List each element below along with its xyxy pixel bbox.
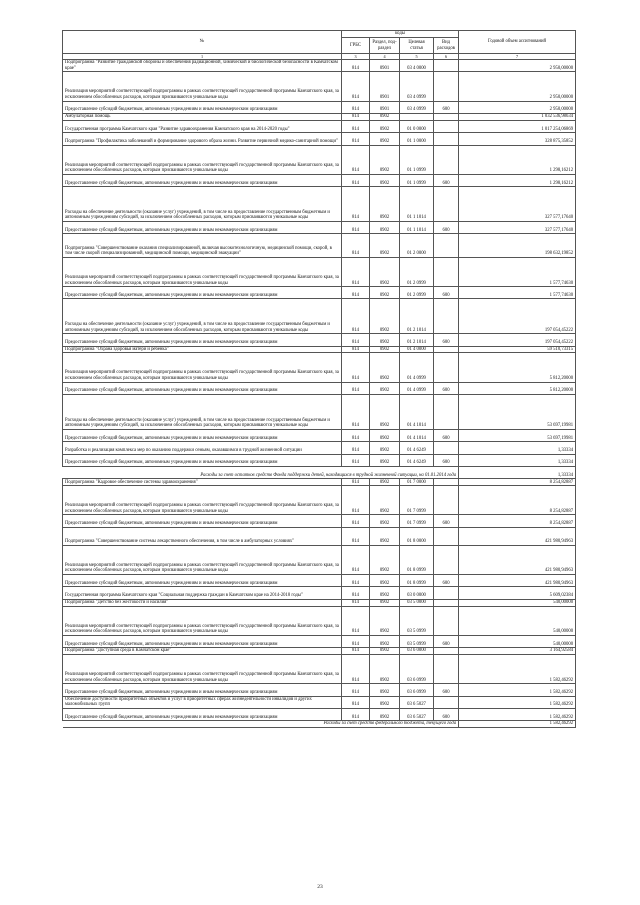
header-total: Годовой объем ассигнований: [459, 31, 576, 54]
target-article-cell: 01 1 0000: [400, 133, 434, 145]
table-row: [63, 60, 576, 72]
expense-type-cell: 600: [434, 429, 459, 441]
section-cell: 0902: [370, 527, 400, 545]
section-cell: 0902: [370, 708, 400, 720]
target-article-cell: 03 0 0000: [400, 587, 434, 599]
amount-cell: 197 054,45222: [459, 334, 576, 346]
table-row: [63, 654, 576, 683]
grbs-cell: 814: [342, 120, 370, 132]
amount-cell: 8 254,82887: [459, 515, 576, 527]
description-cell: Реализация мероприятий соответствующей подпрограммы в рамках соответствующей государственной программы Камчатского края, за исключением обособленных расходов, которым присваиваются уникальные коды: [63, 145, 342, 174]
expense-type-cell: 600: [434, 174, 459, 186]
section-cell: 0902: [370, 382, 400, 394]
description-cell: Подпрограмма "Совершенствование системы лекарственного обеспечения, в том числе в амбулаторных условиях": [63, 527, 342, 545]
grbs-cell: 814: [342, 486, 370, 515]
expense-type-cell: [434, 299, 459, 334]
target-article-cell: 03 6 0999: [400, 684, 434, 696]
amount-cell: 5 812,20000: [459, 382, 576, 394]
table-row: [63, 187, 576, 222]
target-article-cell: 03 5 0999: [400, 606, 434, 635]
target-article-cell: 01 2 0000: [400, 234, 434, 258]
target-article-cell: 03 4 0999: [400, 101, 434, 113]
amount-cell: 53 697,19981: [459, 395, 576, 430]
amount-cell: 8 254,82887: [459, 486, 576, 515]
description-cell: Предоставление субсидий бюджетным, автономным учреждениям и иным некоммерческим организациям: [63, 635, 342, 647]
section-cell: 0901: [370, 101, 400, 113]
table-row: [63, 486, 576, 515]
description-cell: Реализация мероприятий соответствующей подпрограммы в рамках соответствующей государственной программы Камчатского края, за исключением обособленных расходов, которым присваиваются уникальные коды: [63, 353, 342, 382]
target-article-cell: 01 8 0999: [400, 574, 434, 586]
description-cell: Предоставление субсидий бюджетным, автономным учреждениям и иным некоммерческим организациям: [63, 684, 342, 696]
column-number: 4: [370, 54, 400, 60]
expense-type-cell: [434, 346, 459, 353]
table-row: [63, 287, 576, 299]
description-cell: Подпрограмма "Кадровое обеспечение системы здравоохранения": [63, 479, 342, 486]
section-cell: 0902: [370, 635, 400, 647]
target-article-cell: 03 6 0000: [400, 648, 434, 655]
table-row: [63, 635, 576, 647]
section-cell: 0901: [370, 60, 400, 72]
expense-type-cell: [434, 133, 459, 145]
expense-type-cell: [434, 599, 459, 606]
target-article-cell: 01 1 0999: [400, 145, 434, 174]
target-article-cell: 03 5 0999: [400, 635, 434, 647]
target-article-cell: 03 5 0000: [400, 599, 434, 606]
target-article-cell: 01 7 0999: [400, 486, 434, 515]
amount-cell: 1 032 536,98634: [459, 113, 576, 120]
expense-type-cell: [434, 479, 459, 486]
table-row: [63, 648, 576, 655]
section-cell: 0902: [370, 545, 400, 574]
target-article-cell: 03 4 0999: [400, 72, 434, 101]
table-row: [63, 545, 576, 574]
target-article-cell: 01 4 0999: [400, 353, 434, 382]
table-row: [63, 257, 576, 286]
target-article-cell: 01 7 0999: [400, 515, 434, 527]
amount-cell: 53 697,19981: [459, 429, 576, 441]
grbs-cell: 814: [342, 587, 370, 599]
expense-type-cell: 600: [434, 382, 459, 394]
table-row: [63, 133, 576, 145]
target-article-cell: 01 4 0000: [400, 346, 434, 353]
expense-type-cell: 600: [434, 684, 459, 696]
description-cell: Предоставление субсидий бюджетным, автономным учреждениям и иным некоммерческим организациям: [63, 101, 342, 113]
section-cell: 0902: [370, 287, 400, 299]
grbs-cell: 814: [342, 72, 370, 101]
section-cell: 0901: [370, 72, 400, 101]
description-cell: Государственная программа Камчатского края "Социальная поддержка граждан в Камчатском крае на 2014-2018 годы": [63, 587, 342, 599]
target-article-cell: 01 4 0999: [400, 382, 434, 394]
amount-cell: 1 582,46292: [459, 654, 576, 683]
amount-cell: 421 980,94963: [459, 574, 576, 586]
description-cell: Предоставление субсидий бюджетным, автономным учреждениям и иным некоммерческим организациям: [63, 334, 342, 346]
grbs-cell: 814: [342, 527, 370, 545]
description-cell: Реализация мероприятий соответствующей подпрограммы в рамках соответствующей государственной программы Камчатского края, за исключением обособленных расходов, которым присваиваются уникальные коды: [63, 257, 342, 286]
target-article-cell: 01 1 1014: [400, 221, 434, 233]
grbs-cell: 814: [342, 684, 370, 696]
target-article-cell: 01 1 1014: [400, 187, 434, 222]
expense-type-cell: [434, 696, 459, 708]
description-cell: Реализация мероприятий соответствующей подпрограммы в рамках соответствующей государственной программы Камчатского края, за исключением обособленных расходов, которым присваиваются уникальные коды: [63, 606, 342, 635]
section-cell: 0902: [370, 648, 400, 655]
description-cell: Реализация мероприятий соответствующей подпрограммы в рамках соответствующей государственной программы Камчатского края, за исключением обособленных расходов, которым присваиваются уникальные коды: [63, 545, 342, 574]
section-cell: 0902: [370, 696, 400, 708]
grbs-cell: 814: [342, 648, 370, 655]
table-row: [63, 101, 576, 113]
amount-cell: 421 980,94963: [459, 527, 576, 545]
amount-cell: 5 609,02384: [459, 587, 576, 599]
target-article-cell: 01 2 1014: [400, 299, 434, 334]
section-cell: 0902: [370, 515, 400, 527]
table-row: [63, 395, 576, 430]
section-cell: 0902: [370, 187, 400, 222]
description-cell: Расходы на обеспечение деятельности (оказание услуг) учреждений, в том числе на предоставление государственным бюджетным и автономным учреждениям субсидий, за исключением обособленных расходов, которым присваиваются уникальные коды: [63, 187, 342, 222]
amount-cell: 2 950,00000: [459, 60, 576, 72]
grbs-cell: 814: [342, 442, 370, 454]
header-razdel: Раздел, под-раздел: [370, 38, 400, 54]
section-cell: 0902: [370, 257, 400, 286]
expense-type-cell: [434, 234, 459, 258]
section-cell: 0902: [370, 599, 400, 606]
amount-cell: 1,33334: [459, 442, 576, 454]
target-article-cell: 01 4 6249: [400, 454, 434, 466]
target-article-cell: 01 2 0999: [400, 257, 434, 286]
amount-cell: 327 577,17640: [459, 221, 576, 233]
expense-type-cell: 600: [434, 574, 459, 586]
section-cell: 0902: [370, 353, 400, 382]
table-row: [63, 113, 576, 120]
note-text: Расходы за счет средств федерального бюджета, текущего года: [63, 721, 459, 728]
section-cell: 0902: [370, 486, 400, 515]
expense-type-cell: [434, 654, 459, 683]
section-cell: 0902: [370, 574, 400, 586]
amount-cell: 1 298,16212: [459, 174, 576, 186]
amount-cell: 8 254,82887: [459, 479, 576, 486]
column-number: 3: [342, 54, 370, 60]
column-number: 6: [434, 54, 459, 60]
grbs-cell: 814: [342, 101, 370, 113]
grbs-cell: 814: [342, 515, 370, 527]
amount-cell: 421 980,94963: [459, 545, 576, 574]
amount-cell: 3 164,92584: [459, 648, 576, 655]
grbs-cell: 814: [342, 429, 370, 441]
grbs-cell: 814: [342, 221, 370, 233]
section-cell: 0902: [370, 145, 400, 174]
section-cell: 0902: [370, 133, 400, 145]
expense-type-cell: [434, 353, 459, 382]
section-cell: 0902: [370, 654, 400, 683]
amount-cell: 540,00000: [459, 635, 576, 647]
target-article-cell: 01 7 0000: [400, 479, 434, 486]
amount-cell: 1,33334: [459, 454, 576, 466]
section-cell: 0902: [370, 346, 400, 353]
amount-cell: 1,33334: [459, 467, 576, 479]
budget-table: [62, 30, 576, 728]
grbs-cell: 814: [342, 454, 370, 466]
section-cell: 0902: [370, 479, 400, 486]
grbs-cell: 814: [342, 287, 370, 299]
amount-cell: 59 510,73315: [459, 346, 576, 353]
section-cell: 0902: [370, 606, 400, 635]
table-row: [63, 382, 576, 394]
table-row: [63, 234, 576, 258]
expense-type-cell: [434, 527, 459, 545]
section-cell: 0902: [370, 395, 400, 430]
amount-cell: 540,00000: [459, 599, 576, 606]
expense-type-cell: 600: [434, 454, 459, 466]
description-cell: Подпрограмма "Охрана здоровья матери и ребенка": [63, 346, 342, 353]
amount-cell: 1 582,46292: [459, 696, 576, 708]
table-row: [63, 599, 576, 606]
description-cell: Предоставление субсидий бюджетным, автономным учреждениям и иным некоммерческим организациям: [63, 429, 342, 441]
table-row: [63, 479, 576, 486]
section-cell: 0902: [370, 454, 400, 466]
table-row: [63, 708, 576, 720]
description-cell: Подпрограмма "Детство без жестокости и насилия": [63, 599, 342, 606]
target-article-cell: 01 2 0999: [400, 287, 434, 299]
target-article-cell: 01 4 1014: [400, 429, 434, 441]
description-cell: Амбулаторная помощь: [63, 113, 342, 120]
expense-type-cell: [434, 120, 459, 132]
description-cell: Подпрограмма "Профилактика заболеваний и формирование здорового образа жизни. Развитие первичной медико-санитарной помощи": [63, 133, 342, 145]
expense-type-cell: [434, 72, 459, 101]
table-row: [63, 353, 576, 382]
section-cell: 0902: [370, 429, 400, 441]
description-cell: Реализация мероприятий соответствующей подпрограммы в рамках соответствующей государственной программы Камчатского края, за исключением обособленных расходов, которым присваиваются уникальные коды: [63, 486, 342, 515]
target-article-cell: 01 4 6249: [400, 442, 434, 454]
description-cell: Реализация мероприятий соответствующей подпрограммы в рамках соответствующей государственной программы Камчатского края, за исключением обособленных расходов, которым присваиваются уникальные коды: [63, 72, 342, 101]
section-cell: 0902: [370, 299, 400, 334]
target-article-cell: 01 0 0000: [400, 120, 434, 132]
table-row: [63, 574, 576, 586]
grbs-cell: 814: [342, 334, 370, 346]
grbs-cell: 814: [342, 234, 370, 258]
table-row: [63, 442, 576, 454]
description-cell: Предоставление субсидий бюджетным, автономным учреждениям и иным некоммерческим организациям: [63, 221, 342, 233]
expense-type-cell: 600: [434, 515, 459, 527]
table-row: [63, 346, 576, 353]
amount-cell: 1 017 254,06869: [459, 120, 576, 132]
expense-type-cell: [434, 113, 459, 120]
description-cell: Предоставление субсидий бюджетным, автономным учреждениям и иным некоммерческим организациям: [63, 454, 342, 466]
amount-cell: 1 582,46292: [459, 721, 576, 728]
description-cell: Подпрограмма "Доступная среда в Камчатском крае": [63, 648, 342, 655]
description-cell: Разработка и реализация комплекса мер по оказанию поддержки семьям, оказавшимся в трудной жизненной ситуации: [63, 442, 342, 454]
amount-cell: 197 054,45222: [459, 299, 576, 334]
description-cell: Подпрограмма "Совершенствование оказания специализированной, включая высокотехнологичную, медицинской помощи, скорой, в том числе скорой специализированной, медицинской помощи, медицинской эвакуации": [63, 234, 342, 258]
grbs-cell: 814: [342, 635, 370, 647]
table-row: [63, 72, 576, 101]
note-row: [63, 467, 576, 479]
expense-type-cell: [434, 486, 459, 515]
amount-cell: 2 950,00000: [459, 72, 576, 101]
table-row: [63, 174, 576, 186]
expense-type-cell: 600: [434, 635, 459, 647]
grbs-cell: 814: [342, 257, 370, 286]
target-article-cell: 01 8 0999: [400, 545, 434, 574]
grbs-cell: 814: [342, 187, 370, 222]
table-row: [63, 334, 576, 346]
expense-type-cell: [434, 606, 459, 635]
expense-type-cell: [434, 395, 459, 430]
amount-cell: 328 875,35852: [459, 133, 576, 145]
target-article-cell: 03 4 0000: [400, 60, 434, 72]
amount-cell: 1 577,74630: [459, 287, 576, 299]
expense-type-cell: [434, 442, 459, 454]
description-cell: Предоставление субсидий бюджетным, автономным учреждениям и иным некоммерческим организациям: [63, 574, 342, 586]
target-article-cell: 01 4 1014: [400, 395, 434, 430]
table-row: [63, 145, 576, 174]
section-cell: 0902: [370, 442, 400, 454]
amount-cell: 5 812,20000: [459, 353, 576, 382]
expense-type-cell: [434, 145, 459, 174]
column-number: 7: [459, 54, 576, 60]
section-cell: 0902: [370, 221, 400, 233]
expense-type-cell: [434, 257, 459, 286]
target-article-cell: 01 8 0000: [400, 527, 434, 545]
note-text: Расходы за счет остатков средств Фонда поддержки детей, находящихся в трудной жизненной ситуации, на 01.01.2014 года: [63, 467, 459, 479]
expense-type-cell: 600: [434, 101, 459, 113]
grbs-cell: 814: [342, 174, 370, 186]
expense-type-cell: 600: [434, 287, 459, 299]
amount-cell: 2 950,00000: [459, 101, 576, 113]
amount-cell: 327 577,17640: [459, 187, 576, 222]
description-cell: Государственная программа Камчатского края "Развитие здравоохранения Камчатского края на 2014-2020 годы": [63, 120, 342, 132]
table-row: [63, 221, 576, 233]
table-row: [63, 606, 576, 635]
grbs-cell: 814: [342, 599, 370, 606]
section-cell: 0902: [370, 174, 400, 186]
description-cell: Расходы на обеспечение деятельности (оказание услуг) учреждений, в том числе на предоставление государственным бюджетным и автономным учреждениям субсидий, за исключением обособленных расходов, которым присваиваются уникальные коды: [63, 299, 342, 334]
amount-cell: 1 582,46292: [459, 684, 576, 696]
grbs-cell: 814: [342, 299, 370, 334]
expense-type-cell: [434, 60, 459, 72]
grbs-cell: 814: [342, 145, 370, 174]
expense-type-cell: [434, 187, 459, 222]
amount-cell: 1 577,74630: [459, 257, 576, 286]
grbs-cell: 814: [342, 574, 370, 586]
description-cell: Предоставление субсидий бюджетным, автономным учреждениям и иным некоммерческим организациям: [63, 382, 342, 394]
column-number: 1: [63, 54, 342, 60]
table-row: [63, 515, 576, 527]
expense-type-cell: 600: [434, 334, 459, 346]
target-article-cell: 03 6 0999: [400, 654, 434, 683]
header-codes: коды: [342, 31, 459, 38]
description-cell: Предоставление субсидий бюджетным, автономным учреждениям и иным некоммерческим организациям: [63, 708, 342, 720]
header-csr: Целевая статья: [400, 38, 434, 54]
amount-cell: 198 632,19852: [459, 234, 576, 258]
expense-type-cell: [434, 648, 459, 655]
grbs-cell: 814: [342, 654, 370, 683]
grbs-cell: 814: [342, 113, 370, 120]
amount-cell: 1 582,46292: [459, 708, 576, 720]
amount-cell: 540,00000: [459, 606, 576, 635]
table-row: [63, 299, 576, 334]
description-cell: Предоставление субсидий бюджетным, автономным учреждениям и иным некоммерческим организациям: [63, 174, 342, 186]
grbs-cell: 814: [342, 346, 370, 353]
section-cell: 0902: [370, 334, 400, 346]
expense-type-cell: 600: [434, 708, 459, 720]
grbs-cell: 814: [342, 353, 370, 382]
grbs-cell: 814: [342, 708, 370, 720]
target-article-cell: 01 2 1014: [400, 334, 434, 346]
description-cell: Обеспечение доступности приоритетных объектов и услуг в приоритетных сферах жизнедеятельности инвалидов и других маломобильных групп: [63, 696, 342, 708]
target-article-cell: 01 1 0999: [400, 174, 434, 186]
table-row: [63, 120, 576, 132]
description-cell: Предоставление субсидий бюджетным, автономным учреждениям и иным некоммерческим организациям: [63, 515, 342, 527]
table-row: [63, 684, 576, 696]
grbs-cell: 814: [342, 479, 370, 486]
grbs-cell: 814: [342, 382, 370, 394]
target-article-cell: 03 6 5027: [400, 696, 434, 708]
table-row: [63, 696, 576, 708]
expense-type-cell: 600: [434, 221, 459, 233]
table-row: [63, 587, 576, 599]
target-article-cell: [400, 113, 434, 120]
description-cell: Расходы на обеспечение деятельности (оказание услуг) учреждений, в том числе на предоставление государственным бюджетным и автономным учреждениям субсидий, за исключением обособленных расходов, которым присваиваются уникальные коды: [63, 395, 342, 430]
grbs-cell: 814: [342, 395, 370, 430]
expense-type-cell: [434, 545, 459, 574]
section-cell: 0902: [370, 120, 400, 132]
page-number: 23: [317, 884, 323, 890]
section-cell: 0902: [370, 684, 400, 696]
description-cell: Предоставление субсидий бюджетным, автономным учреждениям и иным некоммерческим организациям: [63, 287, 342, 299]
target-article-cell: 03 6 5027: [400, 708, 434, 720]
grbs-cell: 814: [342, 133, 370, 145]
description-cell: Подпрограмма "Развитие гражданской обороны и обеспечения радиационной, химической и биологической безопасности в Камчатском крае": [63, 60, 342, 72]
expense-type-cell: [434, 587, 459, 599]
table-row: [63, 454, 576, 466]
section-cell: 0902: [370, 587, 400, 599]
section-cell: 0902: [370, 234, 400, 258]
grbs-cell: 814: [342, 545, 370, 574]
description-cell: Реализация мероприятий соответствующей подпрограммы в рамках соответствующей государственной программы Камчатского края, за исключением обособленных расходов, которым присваиваются уникальные коды: [63, 654, 342, 683]
note-row: [63, 721, 576, 728]
header-vr: Вид расходов: [434, 38, 459, 54]
table-row: [63, 527, 576, 545]
grbs-cell: 814: [342, 696, 370, 708]
grbs-cell: 814: [342, 606, 370, 635]
grbs-cell: 814: [342, 60, 370, 72]
section-cell: 0902: [370, 113, 400, 120]
amount-cell: 1 298,16212: [459, 145, 576, 174]
table-row: [63, 429, 576, 441]
column-number: 5: [400, 54, 434, 60]
header-grbs: ГРБС: [342, 38, 370, 54]
header-num: №: [63, 31, 342, 54]
